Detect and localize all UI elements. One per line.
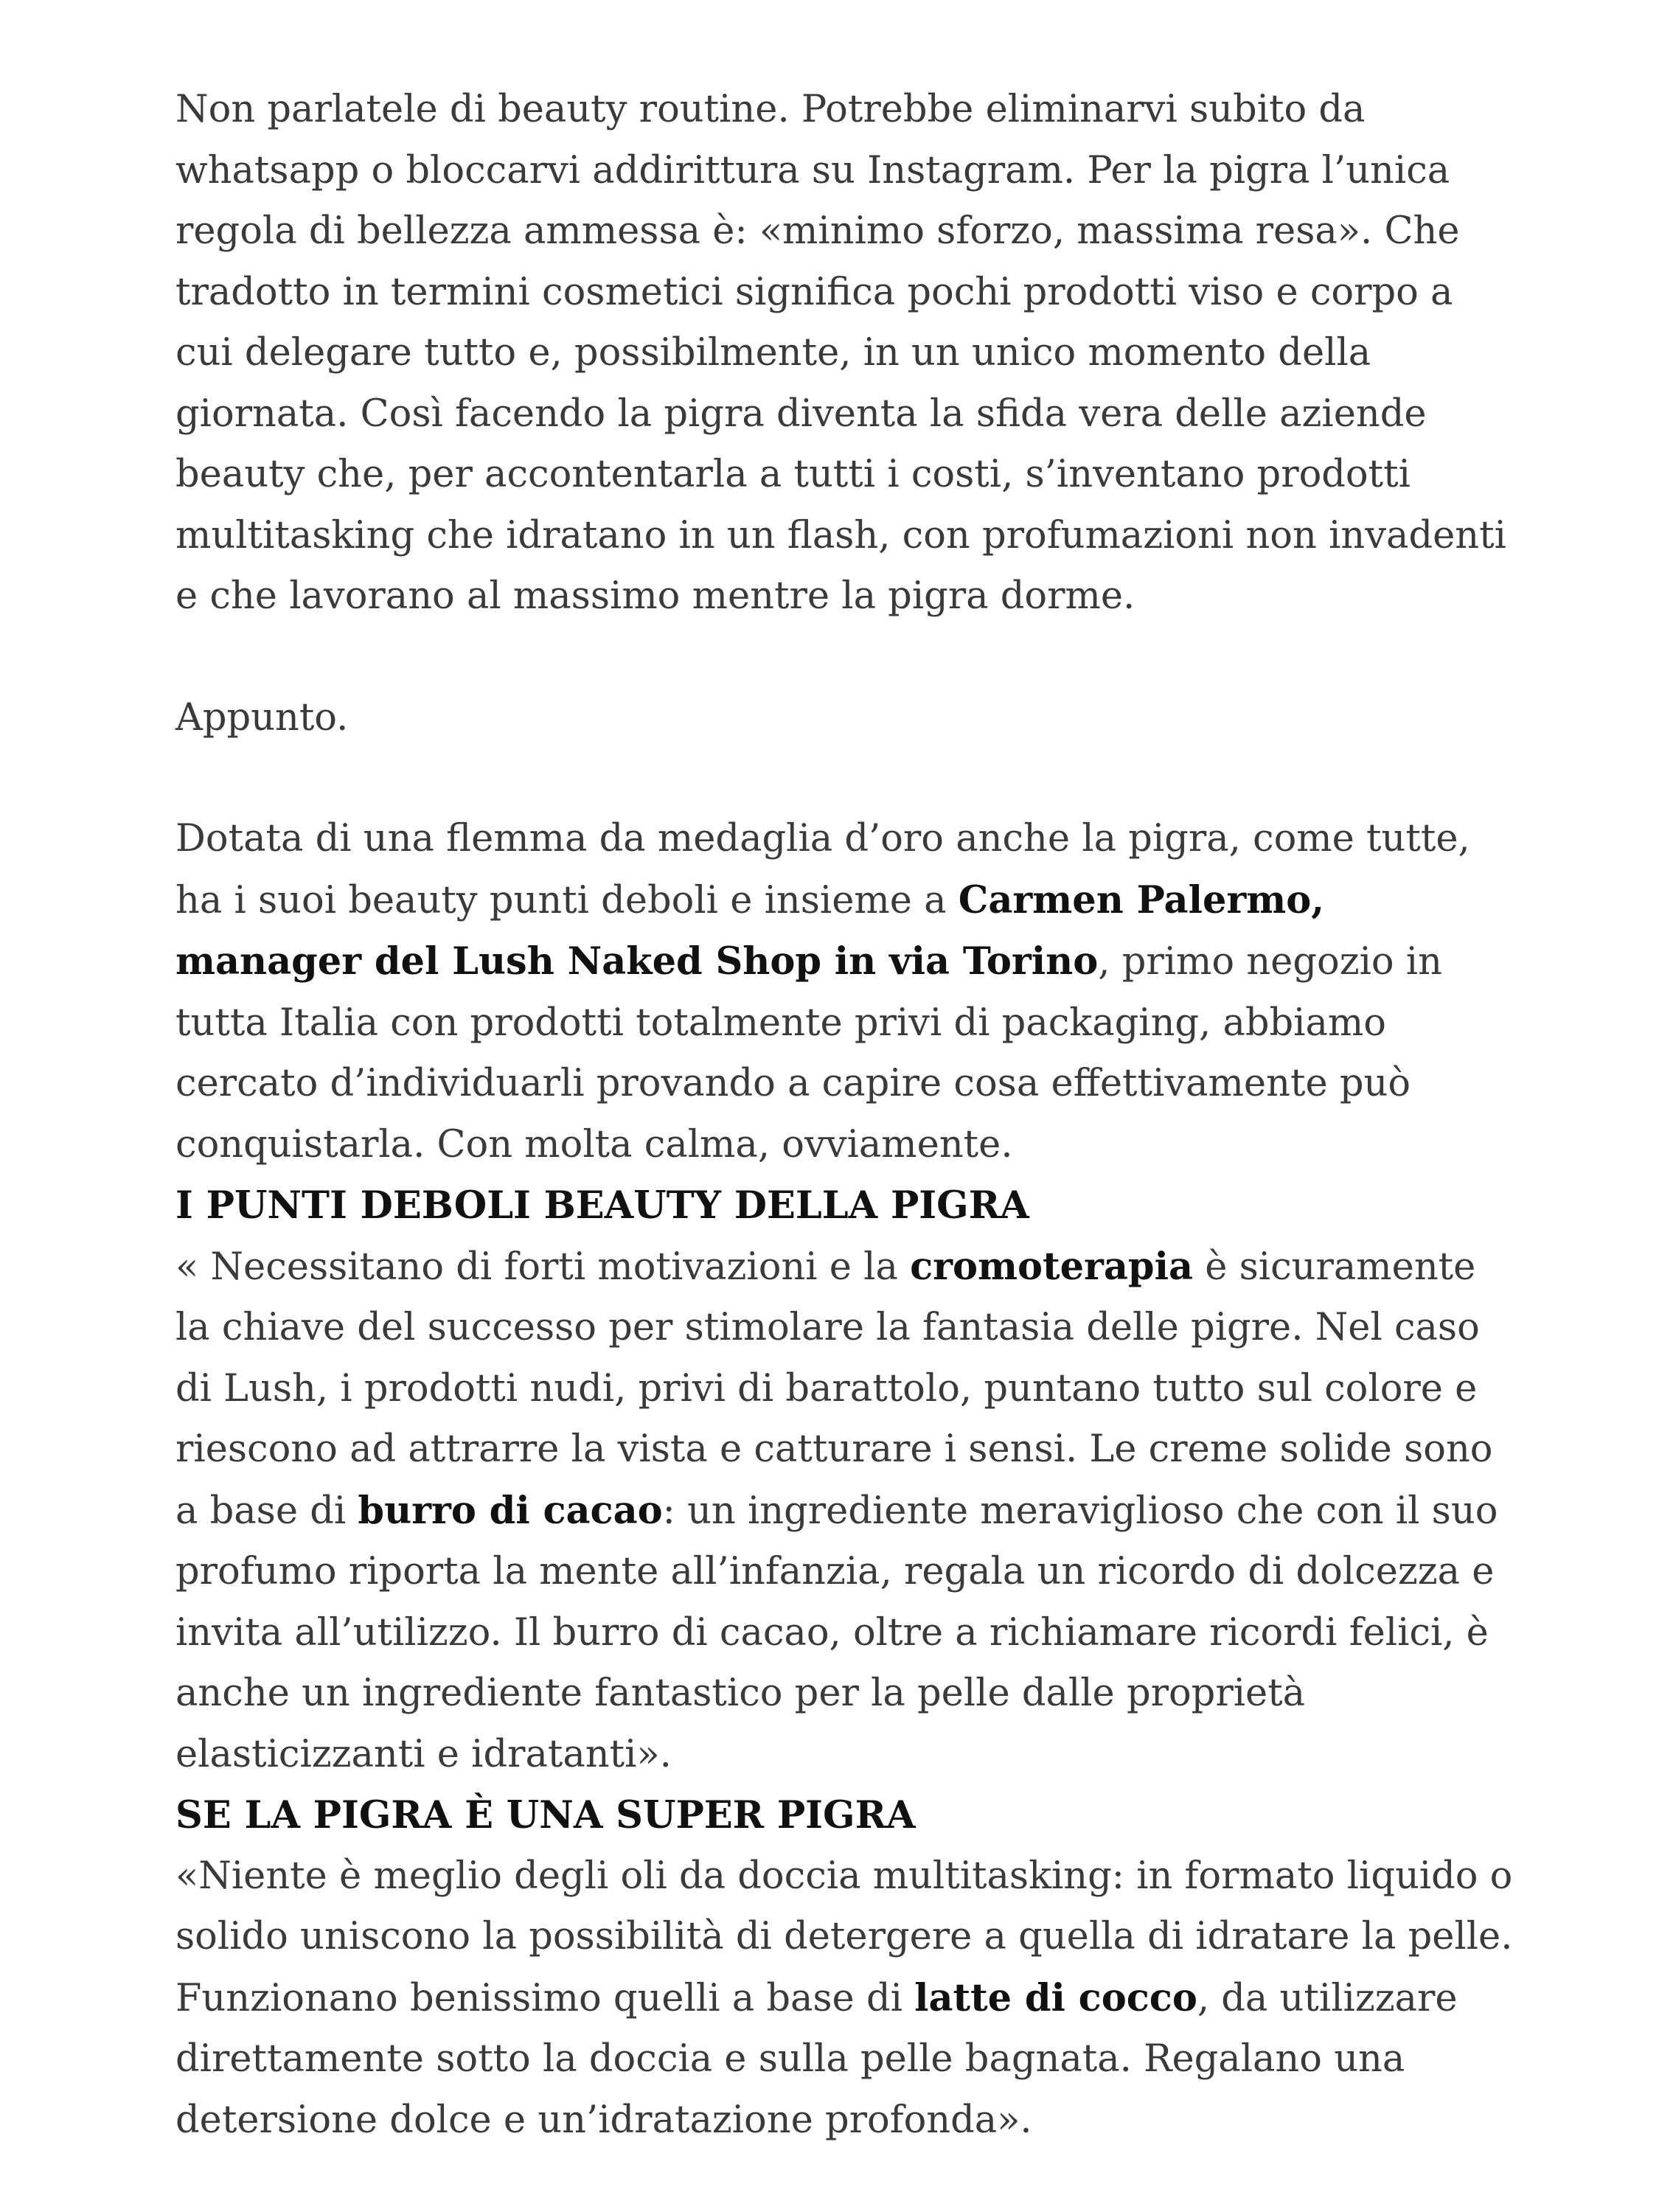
super-pigra-text-1: «Niente è meglio degli oli da doccia multitasking: in formato liquido o solido uniscono la possibilità di detergere a quella di idratare la pelle. Funzionano benissimo quelli a base di xyxy=(175,1854,1513,2020)
carmen-paragraph xyxy=(175,809,1517,1175)
punti-deboli-paragraph xyxy=(175,1237,1517,1786)
super-pigra-paragraph xyxy=(175,1846,1517,2152)
super-pigra-text-2: , da utilizzare direttamente sotto la doccia e sulla pelle bagnata. Regalano una detersione dolce e un’idratazione profonda». xyxy=(175,1976,1458,2142)
intro-paragraph: Non parlatele di beauty routine. Potrebbe eliminarvi subito da whatsapp o bloccarvi addirittura su Instagram. Per la pigra l’unica regola di bellezza ammessa è: «minimo sforzo, massima resa». Che tradotto in termini cosmetici significa pochi prodotti viso e corpo a cui delegare tutto e, possibilmente, in un unico momento della giornata. Così facendo la pigra diventa la sfida vera delle aziende beauty che, per accontentarla a tutti i costi, s’inventano prodotti multitasking che idratano in un flash, con profumazioni non invadenti e che lavorano al massimo mentre la pigra dorme. xyxy=(175,88,1506,618)
punti-deboli-text-3: : un ingrediente meraviglioso che con il suo profumo riporta la mente all’infanzia, regala un ricordo di dolcezza e invita all’utilizzo. Il burro di cacao, oltre a richiamare ricordi felici, è anche un ingrediente fantastico per la pelle dalle proprietà elasticizzanti e idratanti». xyxy=(175,1489,1498,1776)
appunto-paragraph: Appunto. xyxy=(175,695,349,740)
carmen-paragraph-text-end: , primo negozio in tutta Italia con prodotti totalmente privi di packaging, abbiamo cercato d’individuarli provando a capire cosa effettivamente può conquistarla. Con molta calma, ovviamente. xyxy=(175,940,1442,1166)
section-heading-punti-deboli: I PUNTI DEBOLI BEAUTY DELLA PIGRA xyxy=(175,1183,1029,1228)
punti-deboli-text-1: « Necessitano di forti motivazioni e la xyxy=(175,1245,911,1289)
article-body xyxy=(175,80,1517,2151)
punti-deboli-text-2: è sicuramente la chiave del successo per stimolare la fantasia delle pigre. Nel caso di Lush, i prodotti nudi, privi di barattolo, puntano tutto sul colore e riescono ad attrarre la vista e catturare i sensi. Le creme solide sono a base di xyxy=(175,1245,1493,1533)
carmen-palermo-highlight: Carmen Palermo, manager del Lush Naked Shop in via Torino xyxy=(175,877,1325,984)
latte-di-cocco-highlight: latte di cocco xyxy=(914,1975,1197,2020)
carmen-paragraph-text-start: Dotata di una flemma da medaglia d’oro anche la pigra, come tutte, ha i suoi beauty punti deboli e insieme a xyxy=(175,817,1470,922)
cromoterapia-highlight: cromoterapia xyxy=(910,1244,1194,1289)
burro-di-cacao-highlight: burro di cacao xyxy=(358,1488,663,1533)
section-heading-super-pigra: SE LA PIGRA È UNA SUPER PIGRA xyxy=(175,1793,916,1837)
